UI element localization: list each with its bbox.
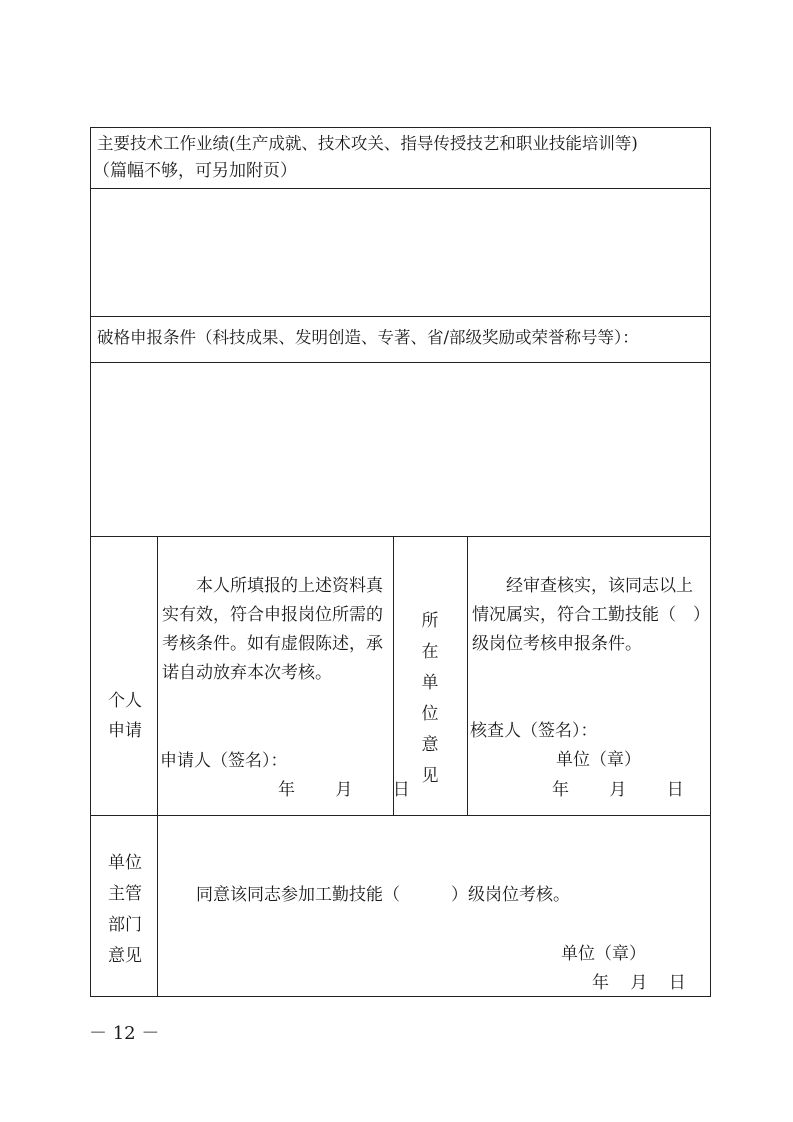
col-divider-mid-left — [393, 536, 394, 816]
department-stamp-label: 单位（章） — [561, 944, 646, 964]
table-border-right — [710, 127, 711, 997]
row-divider-5 — [90, 815, 711, 816]
row-divider-4 — [90, 536, 711, 537]
unit-statement: 经审查核实，该同志以上情况属实，符合工勤技能（ ）级岗位考核申报条件。 — [472, 576, 702, 654]
unit-date: 年 月 日 — [552, 780, 690, 800]
col-divider-label — [157, 536, 158, 997]
col-divider-mid-right — [467, 536, 468, 816]
applicant-signature-label: 申请人（签名）： — [160, 751, 288, 771]
exception-content-area[interactable] — [91, 363, 710, 536]
achievements-note: （篇幅不够，可另加附页） — [93, 161, 297, 181]
department-statement: 同意该同志参加工勤技能（ ）级岗位考核。 — [196, 885, 570, 905]
checker-signature-label: 核查人（签名）： — [470, 721, 598, 741]
achievements-title: 主要技术工作业绩(生产成就、技术攻关、指导传授技艺和职业技能培训等) — [97, 134, 638, 153]
exception-title: 破格申报条件（科技成果、发明创造、专著、省/部级奖励或荣誉称号等）： — [97, 328, 639, 347]
table-border-top — [90, 127, 711, 128]
achievements-content-area[interactable] — [91, 189, 710, 316]
department-date: 年 月 日 — [592, 973, 694, 993]
table-border-bottom — [90, 996, 711, 997]
personal-label: 个人 申请 — [108, 691, 142, 741]
personal-statement: 本人所填报的上述资料真实有效，符合申报岗位所需的考核条件。如有虚假陈述，承诺自动放弃本次考核。 — [162, 576, 383, 683]
row-divider-2 — [90, 316, 711, 317]
personal-date: 年 月 日 — [278, 780, 416, 800]
unit-stamp-label: 单位（章） — [556, 750, 641, 770]
unit-opinion-label: 所 在 单 位 意 见 — [421, 611, 439, 786]
department-label: 单位 主管 部门 意见 — [108, 853, 142, 966]
page-number: － 12 － — [89, 1023, 160, 1044]
